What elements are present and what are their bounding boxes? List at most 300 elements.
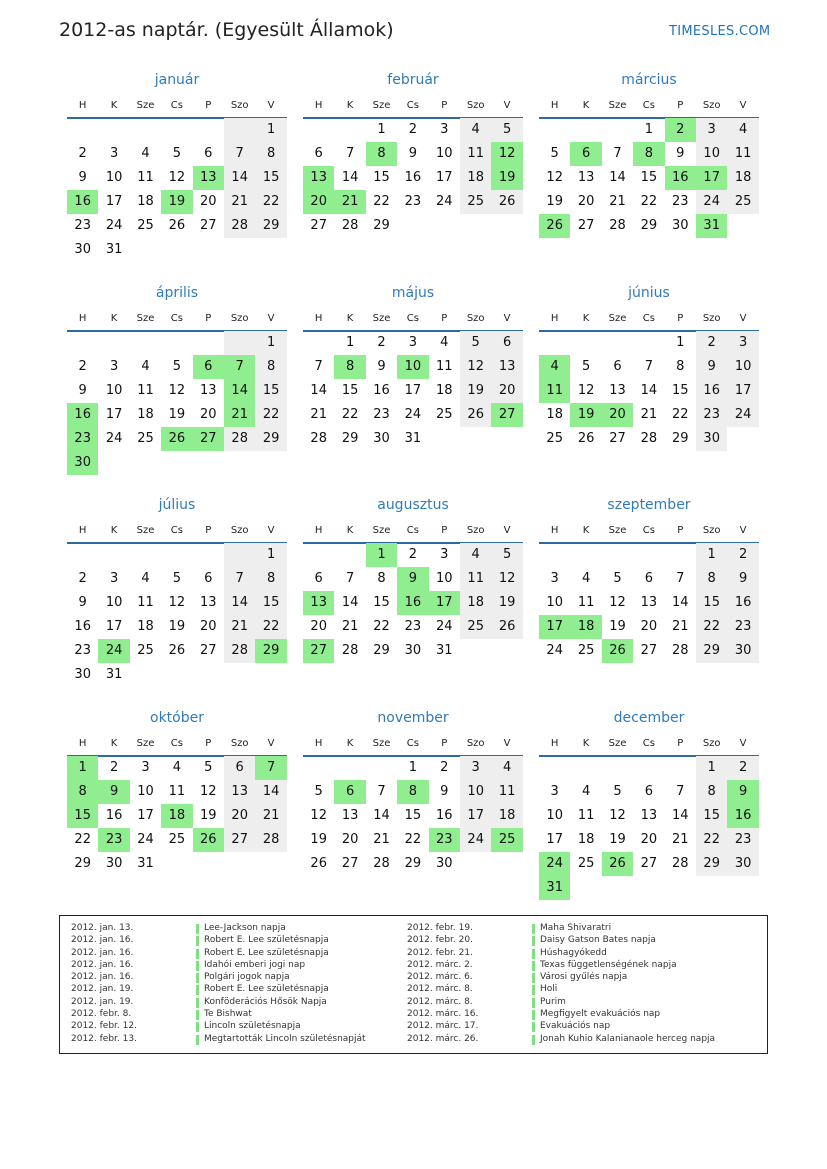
day-cell: 11 — [577, 808, 595, 823]
day-cell: 7 — [613, 146, 622, 161]
day-cell: 2 — [408, 547, 418, 562]
weekday-label: K — [346, 525, 354, 536]
day-cell: 2 — [377, 335, 386, 350]
weekday-label: Cs — [642, 100, 655, 111]
day-cell: 28 — [672, 856, 689, 871]
day-cell: 26 — [310, 856, 327, 871]
weekday-label: Szo — [466, 525, 485, 536]
day-cell: 4 — [581, 571, 591, 586]
holiday-name: Megtartották Lincoln születésnapját — [204, 1033, 366, 1044]
holiday-day: 27 — [491, 403, 522, 427]
weekday-label: V — [503, 738, 511, 749]
holiday-day: 26 — [539, 214, 570, 238]
holiday-day: 26 — [602, 639, 633, 663]
day-cell: 21 — [672, 619, 689, 634]
day-cell: 5 — [550, 146, 559, 161]
day-cell: 29 — [404, 856, 422, 871]
holiday-marker — [196, 985, 199, 995]
day-cell: 22 — [262, 407, 280, 422]
day-cell: 17 — [105, 194, 123, 209]
holiday-marker — [196, 936, 199, 946]
day-cell: 1 — [707, 760, 716, 775]
weekend-shade — [224, 543, 255, 567]
holiday-date: 2012. febr. 12. — [71, 1021, 137, 1032]
day-cell: 27 — [231, 832, 248, 847]
day-cell: 27 — [577, 218, 595, 233]
day-cell: 17 — [105, 407, 123, 422]
day-cell: 2 — [78, 146, 87, 161]
day-cell: 21 — [262, 808, 280, 823]
day-cell: 31 — [105, 242, 123, 257]
day-cell: 5 — [172, 359, 182, 374]
day-cell: 20 — [640, 619, 658, 634]
day-cell: 26 — [467, 407, 484, 422]
holiday-marker — [196, 998, 199, 1008]
day-cell: 30 — [74, 242, 91, 257]
weekday-label: Cs — [170, 100, 183, 111]
weekday-label: P — [441, 738, 448, 749]
holiday-name: Daisy Gatson Bates napja — [540, 935, 656, 946]
month-name: szeptember — [607, 497, 691, 513]
day-cell: 14 — [609, 170, 626, 185]
day-cell: 12 — [168, 383, 186, 398]
day-cell: 9 — [676, 146, 685, 161]
holiday-day: 13 — [303, 591, 334, 615]
day-cell: 10 — [436, 146, 453, 161]
day-cell: 17 — [137, 808, 154, 823]
weekday-header — [303, 524, 523, 544]
day-cell: 20 — [200, 407, 217, 422]
day-cell: 3 — [440, 547, 449, 562]
legend-row — [407, 1021, 737, 1033]
day-cell: 18 — [546, 407, 563, 422]
day-cell: 5 — [502, 547, 512, 562]
day-cell: 11 — [467, 146, 484, 161]
holiday-date: 2012. jan. 19. — [71, 984, 134, 995]
weekday-label: Sze — [608, 313, 627, 324]
weekday-header — [303, 737, 523, 757]
day-cell: 12 — [546, 170, 563, 185]
day-cell: 17 — [436, 170, 453, 185]
holiday-day: 13 — [303, 166, 334, 190]
weekday-label: Sze — [372, 313, 391, 324]
weekday-header — [303, 312, 523, 332]
legend-row — [407, 935, 737, 947]
month-name: július — [158, 497, 196, 513]
day-cell: 28 — [231, 643, 248, 658]
holiday-name: Evakuációs nap — [540, 1021, 611, 1032]
day-cell: 9 — [707, 359, 716, 374]
holiday-name: Maha Shivaratri — [540, 923, 612, 933]
day-cell: 30 — [74, 667, 91, 682]
day-cell: 26 — [168, 643, 186, 658]
day-cell: 23 — [404, 619, 422, 634]
day-cell: 24 — [404, 407, 422, 422]
day-cell: 1 — [408, 760, 418, 775]
day-cell: 10 — [546, 595, 563, 610]
holiday-day: 2 — [665, 118, 696, 142]
day-cell: 4 — [141, 146, 150, 161]
legend-row — [71, 960, 401, 972]
month-name: augusztus — [377, 497, 449, 513]
weekday-label: P — [441, 100, 448, 111]
weekday-label: H — [78, 100, 87, 111]
day-cell: 13 — [200, 595, 217, 610]
holiday-day: 23 — [98, 828, 129, 852]
day-cell: 1 — [707, 547, 716, 562]
day-cell: 19 — [168, 619, 186, 634]
day-cell: 24 — [105, 218, 123, 233]
weekday-label: Szo — [230, 313, 249, 324]
holiday-day: 19 — [570, 403, 601, 427]
month-name: január — [154, 72, 200, 88]
day-cell: 13 — [231, 784, 248, 799]
weekday-label: V — [503, 100, 511, 111]
day-cell: 3 — [550, 571, 559, 586]
weekday-label: K — [110, 313, 118, 324]
weekday-header — [67, 524, 287, 544]
weekday-label: Cs — [170, 525, 183, 536]
weekday-label: P — [677, 100, 684, 111]
day-cell: 28 — [341, 643, 359, 658]
holiday-marker — [532, 998, 535, 1008]
legend-row — [407, 997, 737, 1009]
day-cell: 8 — [266, 571, 276, 586]
day-cell: 6 — [644, 571, 654, 586]
day-cell: 30 — [703, 431, 720, 446]
month-name: április — [155, 285, 199, 301]
weekday-label: Cs — [406, 525, 419, 536]
day-cell: 14 — [672, 808, 689, 823]
day-cell: 19 — [609, 619, 626, 634]
holiday-day: 16 — [727, 804, 758, 828]
holiday-marker — [532, 949, 535, 959]
weekday-label: Szo — [230, 525, 249, 536]
legend-row — [71, 1021, 401, 1033]
weekday-label: Cs — [170, 313, 183, 324]
weekday-label: K — [582, 525, 590, 536]
day-cell: 7 — [644, 359, 654, 374]
holiday-day: 17 — [696, 166, 727, 190]
month-name: március — [621, 72, 677, 88]
day-cell: 1 — [644, 122, 654, 137]
day-cell: 9 — [78, 383, 87, 398]
holiday-day: 15 — [67, 804, 98, 828]
holiday-day: 7 — [255, 756, 286, 780]
holiday-day: 27 — [193, 427, 224, 451]
day-cell: 26 — [577, 431, 595, 446]
site-link[interactable]: TIMESLES.COM — [669, 24, 771, 39]
weekday-label: Cs — [406, 313, 419, 324]
legend-row — [407, 984, 737, 996]
holiday-date: 2012. jan. 19. — [71, 996, 134, 1007]
holiday-date: 2012. febr. 13. — [71, 1033, 137, 1044]
day-cell: 12 — [609, 595, 626, 610]
holiday-name: Megfigyelt evakuációs nap — [540, 1009, 661, 1020]
day-cell: 12 — [609, 808, 626, 823]
day-cell: 21 — [640, 407, 658, 422]
day-cell: 21 — [231, 194, 248, 209]
day-cell: 23 — [74, 218, 91, 233]
weekday-label: K — [346, 738, 354, 749]
weekday-label: K — [582, 738, 590, 749]
holiday-day: 9 — [397, 567, 428, 591]
legend-row — [407, 1009, 737, 1021]
day-cell: 25 — [168, 832, 186, 847]
day-cell: 18 — [498, 808, 516, 823]
holiday-date: 2012. febr. 21. — [407, 947, 473, 958]
holiday-date: 2012. márc. 8. — [407, 984, 473, 995]
day-cell: 20 — [200, 619, 217, 634]
holiday-marker — [196, 949, 199, 959]
holiday-day: 17 — [429, 591, 460, 615]
holiday-day: 6 — [334, 780, 365, 804]
day-cell: 5 — [172, 146, 182, 161]
day-cell: 21 — [310, 407, 327, 422]
holiday-day: 20 — [303, 190, 334, 214]
day-cell: 27 — [200, 643, 217, 658]
weekday-label: Szo — [702, 313, 721, 324]
day-cell: 18 — [137, 194, 154, 209]
day-cell: 22 — [373, 194, 390, 209]
day-cell: 15 — [640, 170, 658, 185]
holiday-date: 2012. jan. 16. — [71, 972, 134, 983]
day-cell: 1 — [676, 335, 685, 350]
weekday-label: P — [205, 525, 212, 536]
day-cell: 18 — [137, 407, 154, 422]
holiday-day: 8 — [334, 355, 365, 379]
day-cell: 2 — [738, 760, 748, 775]
holiday-name: Húshagyókedd — [540, 947, 607, 958]
legend-row — [407, 923, 737, 935]
day-cell: 22 — [672, 407, 689, 422]
day-cell: 18 — [137, 619, 154, 634]
page-title: 2012-as naptár. (Egyesült Államok) — [59, 19, 394, 41]
weekday-label: Szo — [702, 738, 721, 749]
legend-row — [407, 972, 737, 984]
weekday-header — [539, 524, 759, 544]
day-cell: 5 — [471, 335, 480, 350]
day-cell: 7 — [235, 146, 244, 161]
day-cell: 25 — [577, 643, 595, 658]
day-cell: 10 — [703, 146, 720, 161]
day-cell: 1 — [377, 122, 386, 137]
weekday-label: V — [267, 738, 275, 749]
day-cell: 22 — [404, 832, 422, 847]
month-name: december — [613, 710, 685, 726]
holiday-marker — [532, 961, 535, 971]
day-cell: 4 — [172, 760, 182, 775]
day-cell: 20 — [498, 383, 516, 398]
holiday-marker — [532, 1035, 535, 1045]
holiday-day: 6 — [193, 355, 224, 379]
day-cell: 20 — [200, 194, 217, 209]
holiday-date: 2012. jan. 16. — [71, 947, 134, 958]
day-cell: 12 — [310, 808, 327, 823]
weekday-header — [539, 312, 759, 332]
day-cell: 3 — [408, 335, 418, 350]
day-cell: 10 — [105, 383, 123, 398]
holiday-marker — [196, 924, 199, 934]
holiday-date: 2012. márc. 6. — [407, 972, 473, 983]
weekday-label: Cs — [642, 313, 655, 324]
weekday-label: Szo — [702, 525, 721, 536]
holiday-name: Robert E. Lee születésnapja — [204, 984, 329, 995]
weekday-label: P — [677, 525, 684, 536]
day-cell: 6 — [502, 335, 512, 350]
day-cell: 31 — [436, 643, 453, 658]
day-cell: 21 — [373, 832, 390, 847]
month-name: október — [150, 710, 204, 726]
holiday-marker — [532, 936, 535, 946]
day-cell: 5 — [204, 760, 213, 775]
day-cell: 15 — [262, 383, 280, 398]
day-cell: 15 — [404, 808, 422, 823]
weekday-label: Sze — [136, 738, 155, 749]
day-cell: 11 — [436, 359, 453, 374]
day-cell: 20 — [341, 832, 359, 847]
day-cell: 2 — [78, 571, 87, 586]
day-cell: 4 — [440, 335, 449, 350]
day-cell: 8 — [377, 571, 386, 586]
day-cell: 4 — [141, 571, 150, 586]
holiday-day: 26 — [602, 852, 633, 876]
weekday-label: H — [314, 100, 323, 111]
day-cell: 21 — [609, 194, 626, 209]
day-cell: 3 — [550, 784, 559, 799]
day-cell: 22 — [262, 619, 280, 634]
weekday-label: P — [441, 525, 448, 536]
day-cell: 23 — [74, 643, 91, 658]
day-cell: 12 — [200, 784, 217, 799]
day-cell: 19 — [467, 383, 484, 398]
holiday-marker — [532, 1010, 535, 1020]
day-cell: 25 — [467, 194, 484, 209]
day-cell: 19 — [310, 832, 327, 847]
day-cell: 15 — [703, 595, 720, 610]
holiday-day: 7 — [224, 355, 255, 379]
day-cell: 31 — [404, 431, 422, 446]
day-cell: 20 — [640, 832, 658, 847]
day-cell: 31 — [105, 667, 123, 682]
day-cell: 3 — [471, 760, 480, 775]
day-cell: 10 — [105, 170, 123, 185]
weekday-label: V — [739, 525, 747, 536]
day-cell: 22 — [262, 194, 280, 209]
day-cell: 5 — [581, 359, 591, 374]
legend-row — [71, 1009, 401, 1021]
day-cell: 18 — [577, 832, 595, 847]
day-cell: 22 — [373, 619, 390, 634]
day-cell: 29 — [703, 643, 720, 658]
weekday-label: K — [110, 100, 118, 111]
day-cell: 3 — [109, 571, 119, 586]
day-cell: 19 — [546, 194, 563, 209]
weekday-label: H — [550, 313, 559, 324]
weekday-label: V — [267, 525, 275, 536]
day-cell: 10 — [467, 784, 484, 799]
weekday-label: H — [314, 525, 323, 536]
holiday-day: 24 — [539, 852, 570, 876]
day-cell: 14 — [672, 595, 689, 610]
day-cell: 13 — [640, 595, 658, 610]
holiday-name: Texas függetlenségének napja — [540, 959, 677, 970]
holiday-name: Robert E. Lee születésnapja — [204, 935, 329, 946]
day-cell: 10 — [734, 359, 752, 374]
day-cell: 4 — [581, 784, 591, 799]
day-cell: 29 — [74, 856, 91, 871]
holiday-marker — [196, 1022, 199, 1032]
day-cell: 3 — [109, 146, 119, 161]
day-cell: 5 — [172, 571, 182, 586]
weekday-label: Sze — [608, 738, 627, 749]
day-cell: 6 — [204, 571, 213, 586]
day-cell: 13 — [577, 170, 595, 185]
weekday-label: P — [677, 313, 684, 324]
day-cell: 29 — [703, 856, 720, 871]
weekday-label: P — [205, 738, 212, 749]
holiday-legend — [59, 915, 768, 1054]
day-cell: 11 — [734, 146, 752, 161]
month-name: február — [387, 72, 439, 88]
weekday-label: Szo — [230, 100, 249, 111]
holiday-marker — [532, 1022, 535, 1032]
holiday-day: 27 — [303, 639, 334, 663]
day-cell: 16 — [436, 808, 453, 823]
day-cell: 13 — [609, 383, 626, 398]
day-cell: 16 — [404, 170, 422, 185]
month-name: november — [377, 710, 449, 726]
weekday-label: V — [503, 313, 511, 324]
day-cell: 6 — [644, 784, 654, 799]
holiday-day: 8 — [397, 780, 428, 804]
day-cell: 14 — [231, 595, 248, 610]
day-cell: 16 — [373, 383, 390, 398]
day-cell: 19 — [498, 595, 516, 610]
weekday-label: Cs — [642, 738, 655, 749]
holiday-day: 21 — [224, 403, 255, 427]
holiday-day: 25 — [491, 828, 522, 852]
holiday-day: 20 — [602, 403, 633, 427]
day-cell: 11 — [137, 170, 154, 185]
weekday-label: Cs — [170, 738, 183, 749]
day-cell: 13 — [200, 383, 217, 398]
holiday-name: Idahói emberi jogi nap — [204, 959, 306, 970]
weekday-label: Sze — [136, 100, 155, 111]
holiday-date: 2012. jan. 16. — [71, 935, 134, 946]
day-cell: 2 — [707, 335, 716, 350]
day-cell: 3 — [141, 760, 150, 775]
month-name: június — [628, 285, 670, 301]
holiday-day: 12 — [491, 142, 522, 166]
day-cell: 17 — [734, 383, 752, 398]
day-cell: 8 — [707, 571, 716, 586]
legend-row — [407, 960, 737, 972]
day-cell: 7 — [377, 784, 386, 799]
holiday-day: 23 — [429, 828, 460, 852]
holiday-day: 11 — [539, 379, 570, 403]
day-cell: 8 — [676, 359, 685, 374]
holiday-day: 19 — [491, 166, 522, 190]
day-cell: 2 — [738, 547, 748, 562]
day-cell: 10 — [105, 595, 123, 610]
day-cell: 4 — [738, 122, 748, 137]
weekday-label: Cs — [642, 525, 655, 536]
day-cell: 29 — [262, 218, 280, 233]
holiday-date: 2012. márc. 17. — [407, 1021, 479, 1032]
day-cell: 19 — [200, 808, 217, 823]
weekday-label: Szo — [466, 100, 485, 111]
